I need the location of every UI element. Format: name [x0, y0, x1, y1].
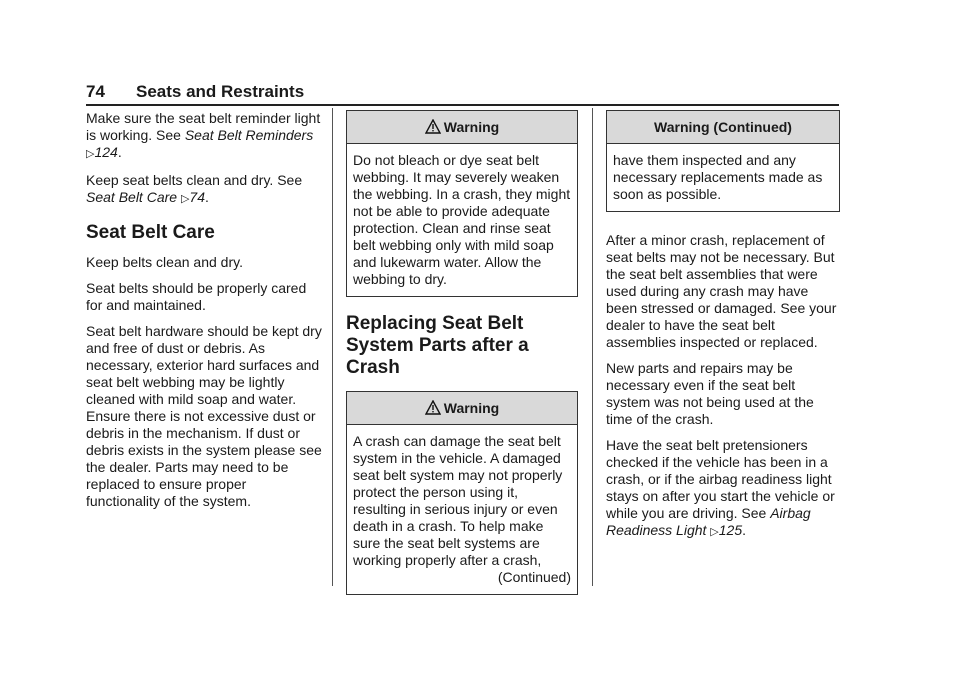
warning-header — [347, 392, 577, 425]
section-title: Seats and Restraints — [136, 82, 305, 101]
warning-content — [347, 425, 577, 594]
text: . — [205, 189, 209, 205]
warning-box — [346, 391, 578, 595]
paragraph: Seat belts should be properly cared for and maintained. — [86, 280, 307, 313]
column-left — [86, 110, 322, 519]
text: Have the seat belt pretensioners checked if the vehicle has been in a crash, or if the airbag readiness light stays on after you start the vehicle or while you are driving. See — [606, 437, 835, 521]
warning-title: Warning — [443, 119, 500, 135]
paragraph — [86, 172, 322, 208]
reference-link[interactable]: Airbag Readiness Light — [606, 505, 811, 538]
reference-link[interactable]: Seat Belt Care — [86, 189, 178, 205]
paragraph: After a minor crash, replacement of seat belts may not be necessary. But the seat belt assemblies that were used during any crash may have been stressed or damaged. See your dealer to have the seat belt assemblies inspected or replaced. — [606, 232, 837, 350]
reference-page[interactable]: 125 — [718, 522, 743, 538]
paragraph: New parts and repairs may be necessary even if the seat belt system was not being used at the time of the crash. — [606, 360, 814, 427]
warning-triangle-icon — [425, 119, 441, 134]
reference-link[interactable]: Seat Belt Reminders — [184, 127, 314, 143]
text: . — [117, 144, 122, 160]
page-reference-arrow-icon: ▷ — [180, 193, 190, 205]
paragraph — [606, 437, 840, 541]
page-reference-arrow-icon: ▷ — [710, 526, 719, 538]
column-divider — [592, 108, 593, 586]
text: . — [742, 522, 747, 538]
warning-box — [346, 110, 578, 297]
warning-text: A crash can damage the seat belt system in the vehicle. A damaged seat belt system may not properly protect the person using it, resulting in serious injury or even death in a crash. To help make sure the seat belt systems are working properly after a crash, — [353, 433, 563, 568]
warning-header: Warning (Continued) — [607, 111, 839, 144]
column-right — [606, 110, 840, 550]
warning-box — [606, 110, 840, 212]
reference-page[interactable]: 124 — [94, 144, 118, 160]
text: Make sure the seat belt reminder light is working. See — [86, 110, 321, 143]
page-reference-arrow-icon: ▷ — [86, 148, 95, 160]
column-middle — [346, 110, 578, 595]
warning-text: have them inspected and any necessary replacements made as soon as possible. — [613, 152, 823, 202]
warning-triangle-icon — [425, 400, 441, 415]
page-number: 74 — [86, 82, 105, 101]
text: Keep seat belts clean and dry. See — [86, 172, 303, 188]
reference-page[interactable]: 74 — [189, 189, 205, 205]
paragraph: Seat belt hardware should be kept dry and free of dust or debris. As necessary, exterior hard surfaces and seat belt webbing may be lightly cleaned with mild soap and water. Ensure there is not excessive dust or debris in the mechanism. If dust or debris exists in the system please see the dealer. Parts may need to be replaced to ensure proper functionality of the system. — [86, 323, 322, 509]
continued-label: (Continued) — [497, 569, 571, 585]
warning-text: Do not bleach or dye seat belt webbing. It may severely weaken the webbing. In a crash, they might not be able to provide adequate protection. Clean and rinse seat belt webbing only with mild soap and lukewarm water. Allow the webbing to dry. — [353, 152, 571, 287]
section-heading: Replacing Seat Belt System Parts after a Crash — [346, 313, 529, 378]
warning-title: Warning — [443, 400, 500, 416]
column-divider — [332, 108, 333, 586]
section-heading: Seat Belt Care — [86, 222, 215, 243]
page-header — [86, 82, 839, 106]
warning-header — [347, 111, 577, 144]
paragraph — [86, 110, 322, 163]
paragraph: Keep belts clean and dry. — [86, 254, 243, 270]
